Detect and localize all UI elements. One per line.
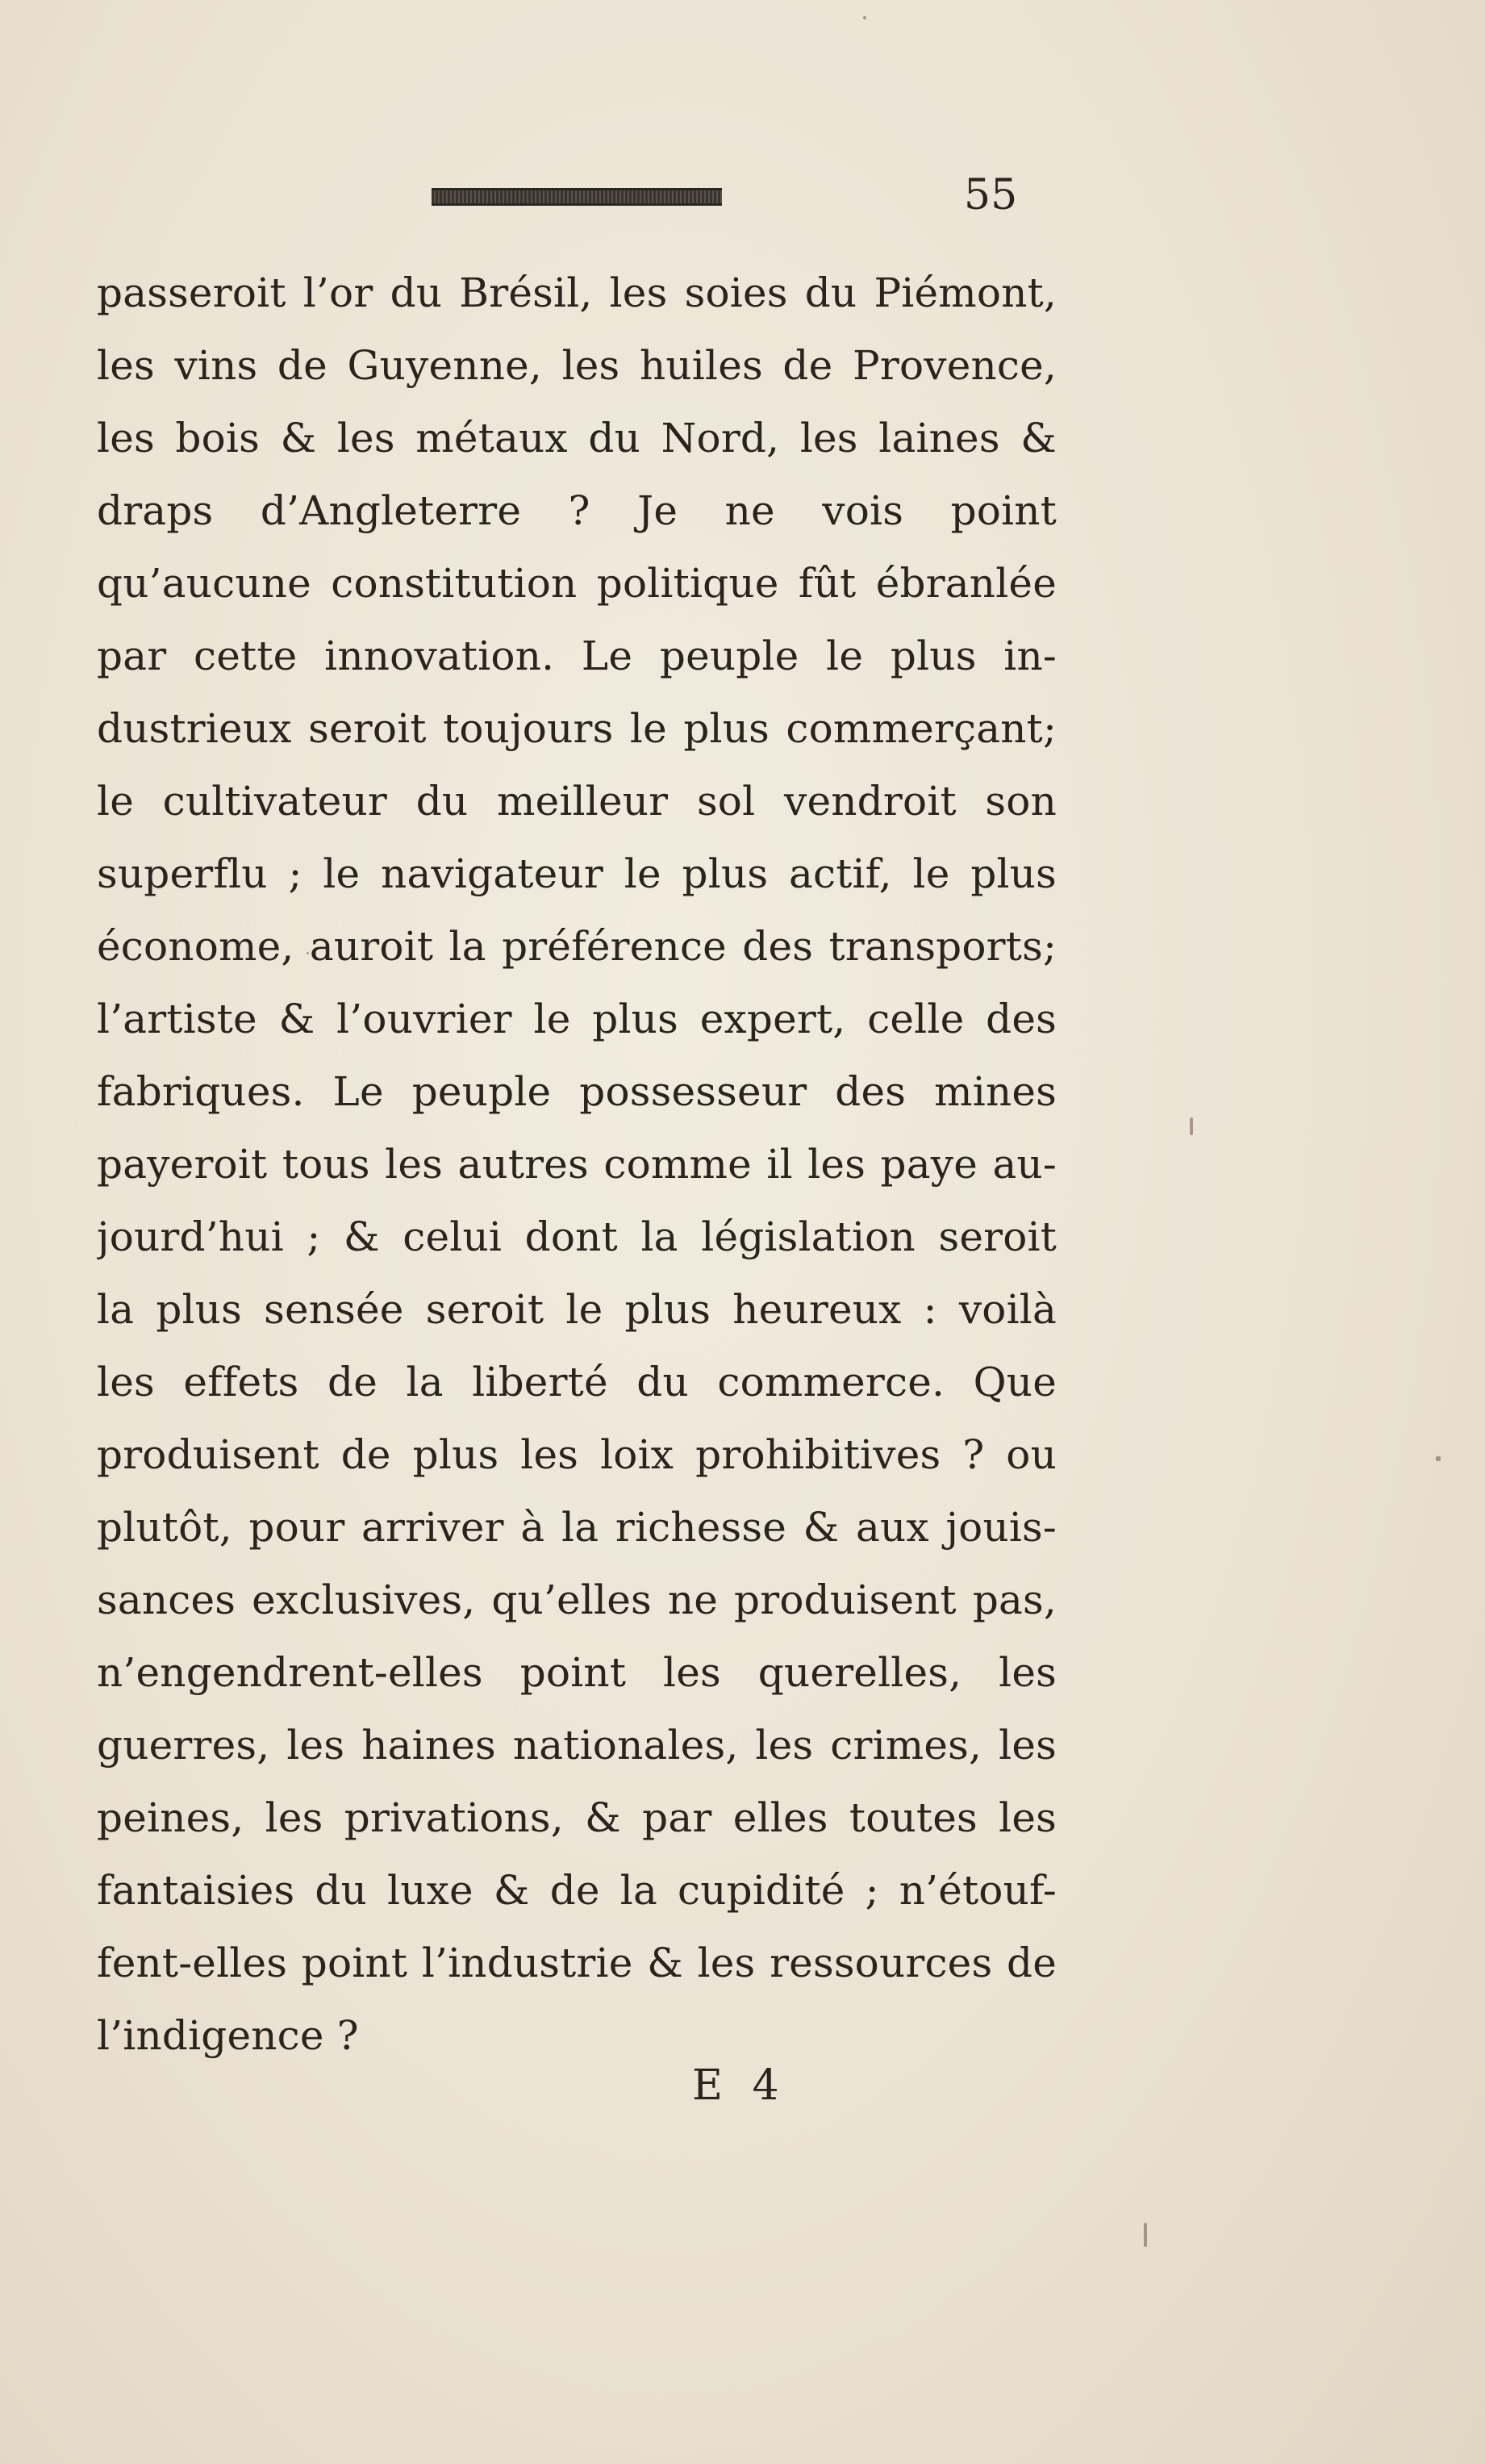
text-line: draps d’Angleterre ? Je ne vois point — [97, 487, 1057, 534]
text-line: payeroit tous les autres comme il les paye au- — [97, 1141, 1057, 1188]
text-line: peines, les privations, & par elles toutes les — [97, 1794, 1057, 1841]
text-line: dustrieux seroit toujours le plus commerçant; — [97, 705, 1057, 752]
text-line: économe, auroit la préférence des transports; — [97, 923, 1057, 970]
text-line: produisent de plus les loix prohibitives ? ou — [97, 1431, 1057, 1478]
text-line: les vins de Guyenne, les huiles de Provence, — [97, 342, 1057, 389]
paper-speck — [1436, 1456, 1441, 1461]
text-line: l’artiste & l’ouvrier le plus expert, celle des — [97, 996, 1057, 1042]
paper-speck — [1190, 1117, 1193, 1135]
text-line: plutôt, pour arriver à la richesse & aux jouis- — [97, 1504, 1057, 1551]
header-ornamental-rule — [432, 188, 722, 206]
text-line: guerres, les haines nationales, les crimes, les — [97, 1722, 1057, 1769]
text-line: qu’aucune constitution politique fût ébranlée — [97, 560, 1057, 607]
text-line: jourd’hui ; & celui dont la législation seroit — [97, 1213, 1057, 1260]
text-line: l’indigence ? — [97, 2012, 359, 2059]
page-number: 55 — [964, 171, 1018, 219]
paper-speck — [863, 16, 866, 19]
text-line: la plus sensée seroit le plus heureux : voilà — [97, 1286, 1057, 1333]
text-line: superflu ; le navigateur le plus actif, le plus — [97, 850, 1057, 897]
text-line: les bois & les métaux du Nord, les laines & — [97, 415, 1057, 461]
text-line: fantaisies du luxe & de la cupidité ; n’étouf- — [97, 1867, 1057, 1914]
body-text — [97, 257, 1057, 2072]
paper-speck — [1144, 2223, 1147, 2247]
text-line: les effets de la liberté du commerce. Que — [97, 1359, 1057, 1405]
text-line: par cette innovation. Le peuple le plus in- — [97, 633, 1057, 679]
signature-mark: E 4 — [692, 2061, 787, 2110]
text-line: passeroit l’or du Brésil, les soies du Piémont, — [97, 269, 1057, 316]
text-line: n’engendrent-elles point les querelles, les — [97, 1649, 1057, 1696]
text-line: fent-elles point l’industrie & les ressources de — [97, 1940, 1057, 1986]
text-line: le cultivateur du meilleur sol vendroit son — [97, 778, 1057, 825]
text-line: sances exclusives, qu’elles ne produisent pas, — [97, 1577, 1057, 1623]
text-line: fabriques. Le peuple possesseur des mines — [97, 1068, 1057, 1115]
